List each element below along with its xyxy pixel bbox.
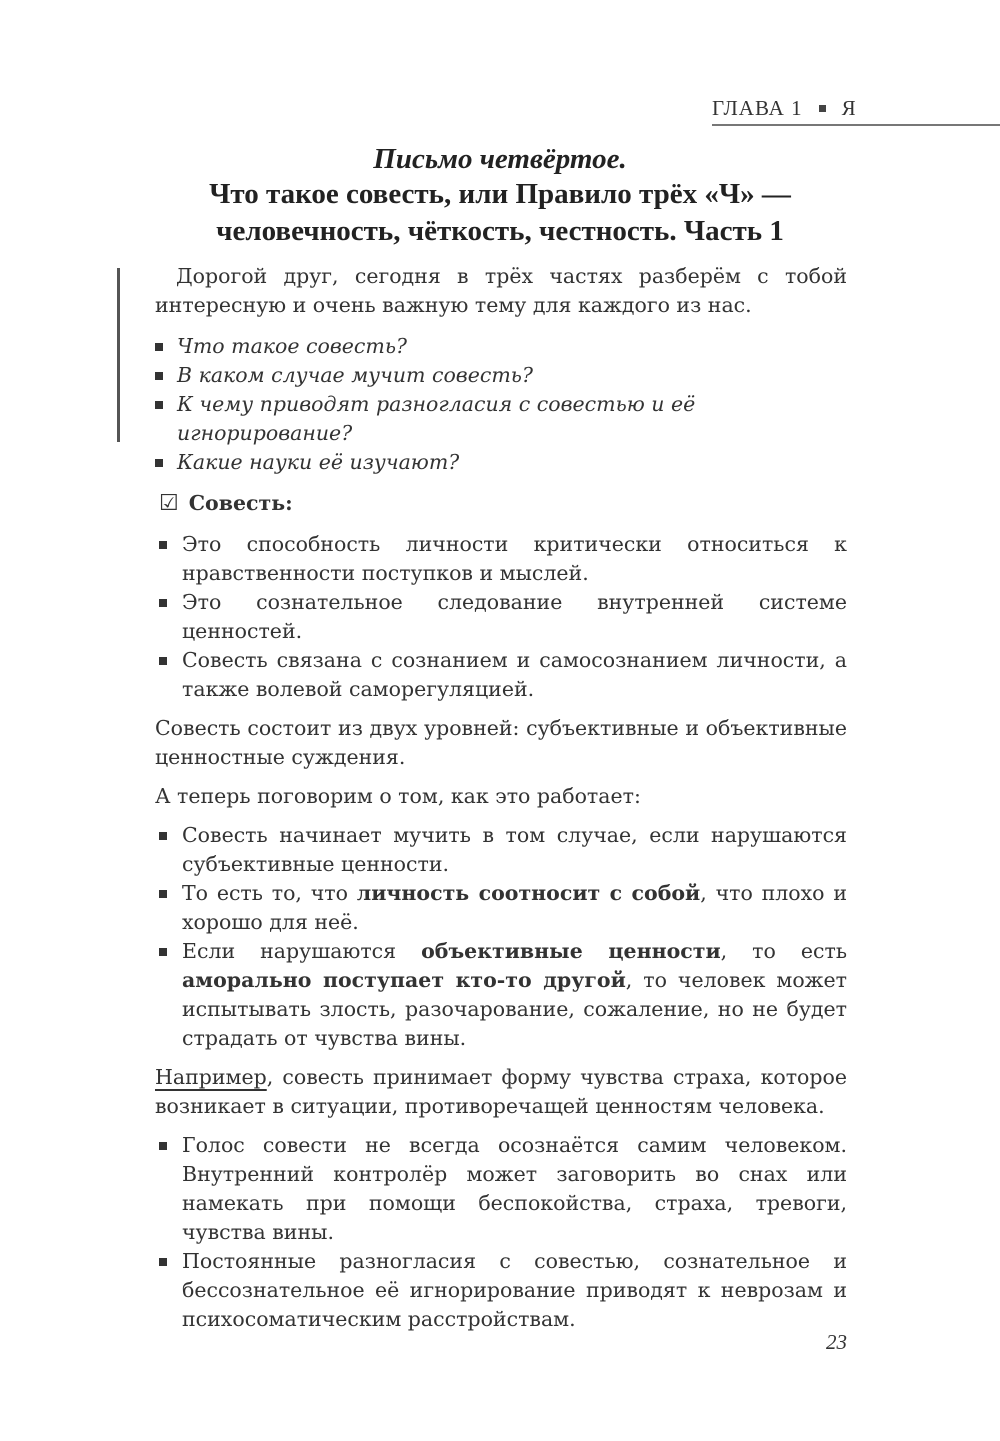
separator-square-icon xyxy=(819,105,826,112)
conscience-heading-label: Совесть: xyxy=(188,491,293,515)
questions-list xyxy=(155,332,847,477)
letter-title xyxy=(100,142,900,250)
title-line-1: Что такое совесть, или Правило трёх «Ч» — xyxy=(209,178,791,210)
chapter-label: ГЛАВА 1 xyxy=(712,96,803,120)
list-item: Это способность личности критически относиться к нравственности поступков и мыслей. xyxy=(155,530,847,588)
list-item: Что такое совесть? xyxy=(155,332,847,361)
title-line-2: человечность, чёткость, честность. Часть 1 xyxy=(216,215,784,247)
conscience-heading xyxy=(159,489,847,518)
page-number: 23 xyxy=(826,1330,847,1354)
bold-text: аморально поступает кто-то другой xyxy=(182,968,626,992)
title-italic: Письмо четвёртое. xyxy=(373,143,627,175)
example-paragraph xyxy=(155,1063,847,1121)
list-item xyxy=(155,937,847,1053)
text-run: , то человек может испытывать злость, разочарование, сожаление, но не будет страдать от чувства вины. xyxy=(182,968,848,1050)
text-run: , совесть принимает форму чувства страха, которое возникает в ситуации, противоречащей ценностям человека. xyxy=(155,1065,847,1118)
list-item: Совесть связана с сознанием и самосознанием личности, а также волевой саморегуляцией. xyxy=(155,646,847,704)
header-rule xyxy=(712,124,1000,126)
list-item: Совесть начинает мучить в том случае, если нарушаются субъективные ценности. xyxy=(155,821,847,879)
bold-text: личность соотносит с собой xyxy=(356,881,701,905)
text-run: То есть то, что xyxy=(182,881,357,905)
intro-paragraph: Дорогой друг, сегодня в трёх частях разберём с тобой интересную и очень важную тему для каждого из нас. xyxy=(155,264,847,317)
running-head xyxy=(712,96,857,121)
how-list xyxy=(155,821,847,1053)
final-list xyxy=(155,1131,847,1334)
bold-text: объективные ценности xyxy=(421,939,721,963)
checkbox-checked-icon: ☑ xyxy=(159,491,179,516)
example-word: Например xyxy=(155,1065,267,1089)
list-item: Это сознательное следование внутренней системе ценностей. xyxy=(155,588,847,646)
text-run: , что плохо и хорошо для неё. xyxy=(182,881,847,934)
text-run: Если нарушаются xyxy=(182,939,422,963)
conscience-list xyxy=(155,530,847,704)
list-item: Постоянные разногласия с совестью, сознательное и бессознательное её игнорирование приводят к неврозам и психосоматическим расстройствам. xyxy=(155,1247,847,1334)
section-label: Я xyxy=(841,96,857,120)
list-item: К чему приводят разногласия с совестью и её игнорирование? xyxy=(155,390,847,448)
list-item: Голос совести не всегда осознаётся самим человеком. Внутренний контролёр может заговорить во снах или намекать при помощи беспокойства, страха, тревоги, чувства вины. xyxy=(155,1131,847,1247)
text-run: , то есть xyxy=(720,939,847,963)
levels-paragraph: Совесть состоит из двух уровней: субъективные и объективные ценностные суждения. xyxy=(155,716,847,769)
list-item: Какие науки её изучают? xyxy=(155,448,847,477)
how-paragraph: А теперь поговорим о том, как это работает: xyxy=(155,784,641,808)
list-item xyxy=(155,879,847,937)
margin-bar xyxy=(117,268,120,442)
list-item: В каком случае мучит совесть? xyxy=(155,361,847,390)
body-text xyxy=(155,262,847,1334)
